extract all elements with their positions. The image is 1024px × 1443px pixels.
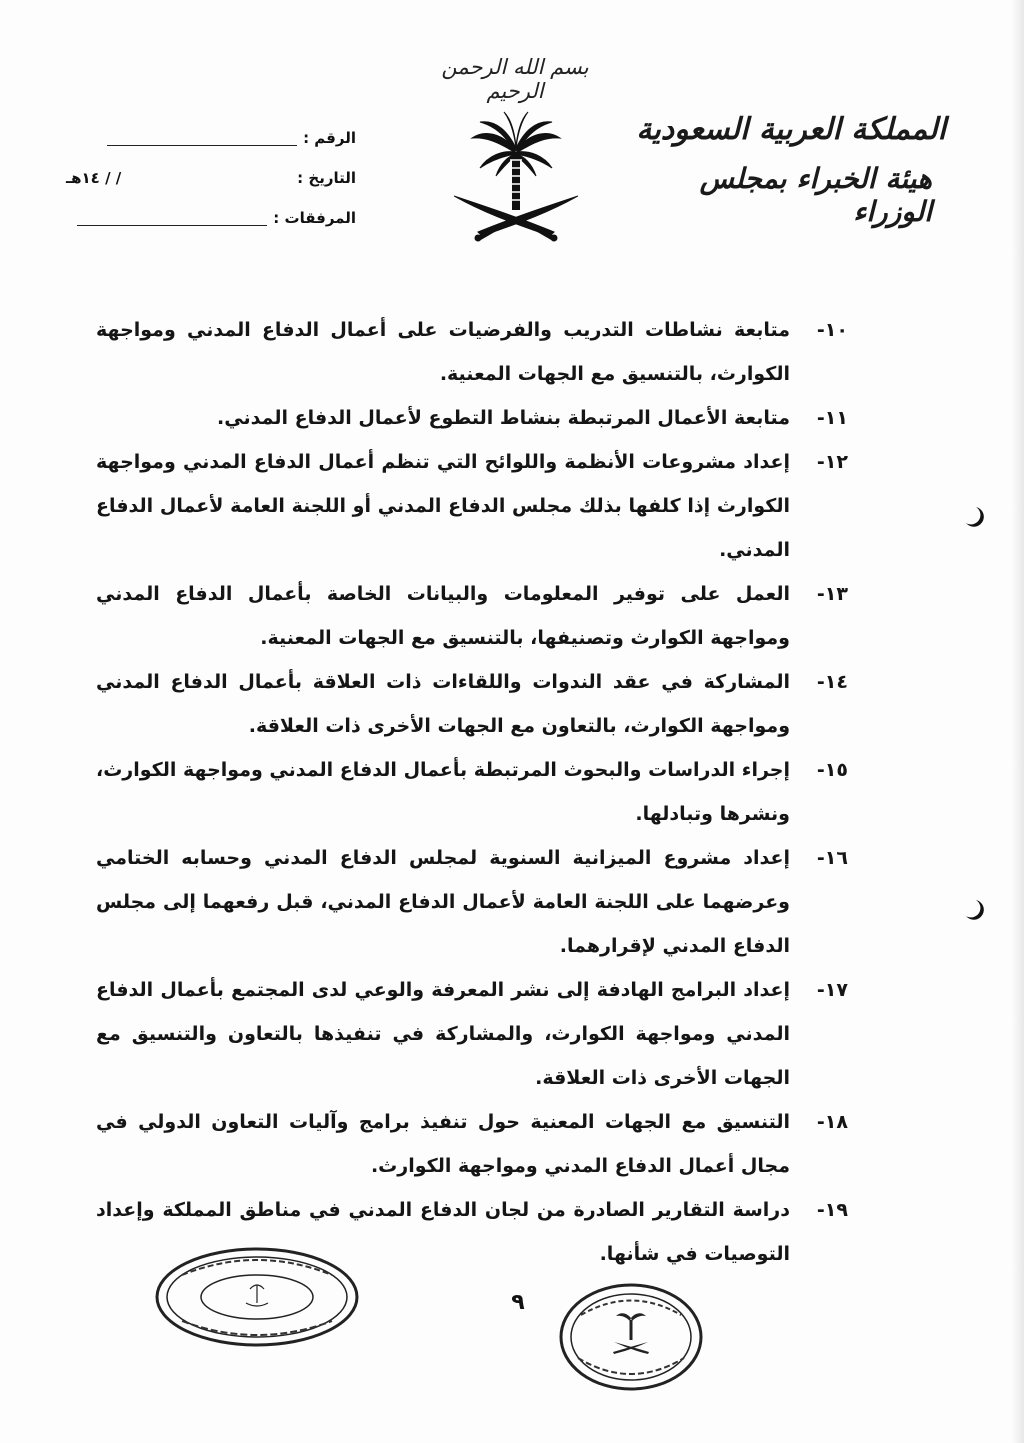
- item-number: ١٥-: [816, 759, 848, 781]
- list-item: [96, 572, 848, 660]
- item-text: دراسة التقارير الصادرة من لجان الدفاع المدني في مناطق المملكة وإعداد التوصيات في شأنها.: [96, 1199, 790, 1265]
- item-number: ١٨-: [816, 1111, 848, 1133]
- item-number: ١٢-: [816, 451, 848, 473]
- list-item: [96, 1100, 848, 1188]
- list-item: [96, 836, 848, 968]
- item-number: ١١-: [816, 407, 848, 429]
- ref-line: [107, 131, 297, 146]
- list-item: [96, 396, 848, 440]
- item-number: ١٤-: [816, 671, 848, 693]
- numbered-list: [96, 308, 848, 1276]
- item-text: التنسيق مع الجهات المعنية حول تنفيذ برامج وآليات التعاون الدولي في مجال أعمال الدفاع المدني ومواجهة الكوارث.: [96, 1111, 790, 1177]
- item-text: المشاركة في عقد الندوات واللقاءات ذات العلاقة بأعمال الدفاع المدني ومواجهة الكوارث، بالتعاون مع الجهات الأخرى ذات العلاقة.: [96, 671, 790, 737]
- item-text: إعداد مشروعات الأنظمة واللوائح التي تنظم أعمال الدفاع المدني ومواجهة الكوارث إذا كلفها بذلك مجلس الدفاع المدني أو اللجنة العامة لأعمال الدفاع المدني.: [96, 451, 790, 561]
- item-text: متابعة الأعمال المرتبطة بنشاط التطوع لأعمال الدفاع المدني.: [217, 407, 790, 429]
- meta-fields: [66, 118, 356, 238]
- scan-edge: [1010, 0, 1024, 1443]
- item-number: ١٣-: [816, 583, 848, 605]
- item-text: إعداد البرامج الهادفة إلى نشر المعرفة والوعي لدى المجتمع بأعمال الدفاع المدني ومواجهة الكوارث، والمشاركة في تنفيذها بالتعاون والتنسيق مع الجهات الأخرى ذات العلاقة.: [96, 979, 790, 1089]
- basmala: بسم الله الرحمن الرحيم: [441, 55, 589, 103]
- kingdom-title: المملكة العربية السعودية: [636, 112, 946, 147]
- punch-hole-icon: [962, 898, 986, 922]
- date-row: [66, 158, 356, 198]
- saudi-emblem-icon: [446, 110, 586, 250]
- ref-label: الرقم :: [303, 129, 356, 147]
- list-item: [96, 748, 848, 836]
- secretariat-stamp-icon: [556, 1280, 706, 1395]
- authority-stamp-icon: [152, 1245, 362, 1350]
- list-item: [96, 440, 848, 572]
- item-text: إعداد مشروع الميزانية السنوية لمجلس الدفاع المدني وحسابه الختامي وعرضهما على اللجنة العامة لأعمال الدفاع المدني، قبل رفعهما إلى مجلس الدفاع المدني لإقرارهما.: [96, 847, 790, 957]
- date-label: التاريخ :: [297, 169, 356, 187]
- punch-hole-icon: [962, 505, 986, 529]
- authority-title: هيئة الخبراء بمجلس الوزراء: [699, 162, 932, 228]
- item-text: متابعة نشاطات التدريب والفرضيات على أعمال الدفاع المدني ومواجهة الكوارث، بالتنسيق مع الجهات المعنية.: [96, 319, 790, 385]
- date-value: / / ١٤هـ: [66, 169, 122, 187]
- ref-row: [66, 118, 356, 158]
- item-text: إجراء الدراسات والبحوث المرتبطة بأعمال الدفاع المدني ومواجهة الكوارث، ونشرها وتبادلها.: [96, 759, 790, 825]
- attachments-label: المرفقات :: [273, 209, 356, 227]
- item-number: ١٠-: [816, 319, 848, 341]
- item-number: ١٦-: [816, 847, 848, 869]
- attachments-line: [77, 211, 267, 226]
- list-item: [96, 660, 848, 748]
- list-item: [96, 968, 848, 1100]
- item-number: ١٧-: [816, 979, 848, 1001]
- item-text: العمل على توفير المعلومات والبيانات الخاصة بأعمال الدفاع المدني ومواجهة الكوارث وتصنيفها، بالتنسيق مع الجهات المعنية.: [96, 583, 790, 649]
- attachments-row: [66, 198, 356, 238]
- list-item: [96, 308, 848, 396]
- item-number: ١٩-: [816, 1199, 848, 1221]
- page-number: ٩: [511, 1290, 525, 1315]
